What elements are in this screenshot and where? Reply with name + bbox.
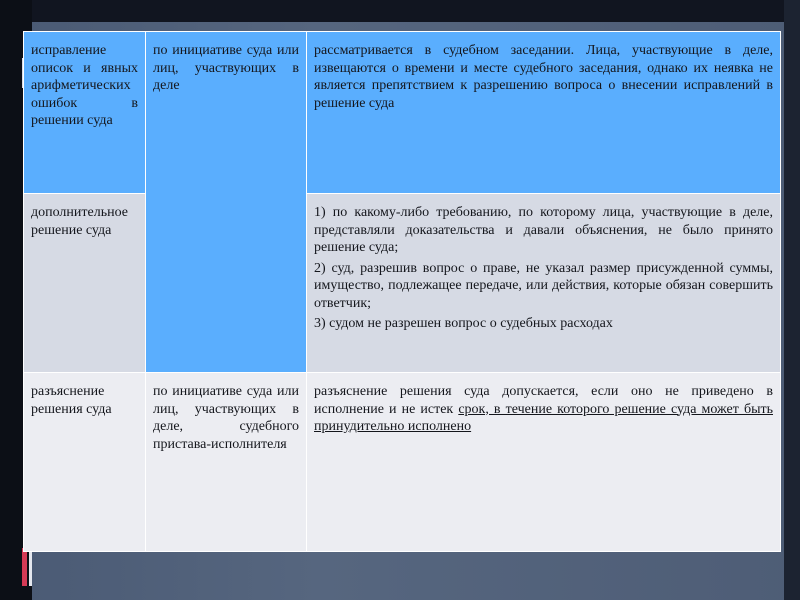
slide-accent-bar-white [29,548,32,586]
court-decision-table [23,31,781,552]
condition-item: 3) судом не разрешен вопрос о судебных расходах [314,316,613,331]
slide-top-band [32,0,800,22]
procedure-cell-clarification [307,373,781,552]
table-row [24,32,781,194]
initiator-cell-clarification: по инициативе суда или лиц, участвующих в деле, судебного пристава-исполнителя [146,373,307,552]
condition-item: 2) суд, разрешив вопрос о праве, не указал размер присужденной суммы, имущество, подлежащее передаче, или действия, которые обязан совершить ответчик; [314,260,773,311]
row-title-additional: дополнительное решение суда [24,194,146,373]
procedure-text: разъяснение решения суда допускается, если оно не приведено в исполнение и не истек [314,384,773,417]
table-row [24,194,781,373]
slide-right-band [784,0,800,600]
slide-accent-bar-red [22,548,27,586]
table-row [24,373,781,552]
procedure-underlined-text: срок, в течение которого решение суда может быть принудительно исполнено [314,401,773,434]
conditions-cell [307,194,781,373]
row-title-correction: исправление описок и явных арифметических ошибок в решении суда [24,32,146,194]
procedure-cell-correction: рассматривается в судебном заседании. Лица, участвующие в деле, извещаются о времени и месте судебного заседания, однако их неявка не является препятствием к разрешению вопроса о внесении исправлений в решение суда [307,32,781,194]
initiator-cell: по инициативе суда или лиц, участвующих в деле [146,32,307,373]
condition-item: 1) по какому-либо требованию, по которому лица, участвующие в деле, представляли доказательства и давали объяснения, не было принято решение суда; [314,205,773,255]
row-title-clarification: разъяснение решения суда [24,373,146,552]
